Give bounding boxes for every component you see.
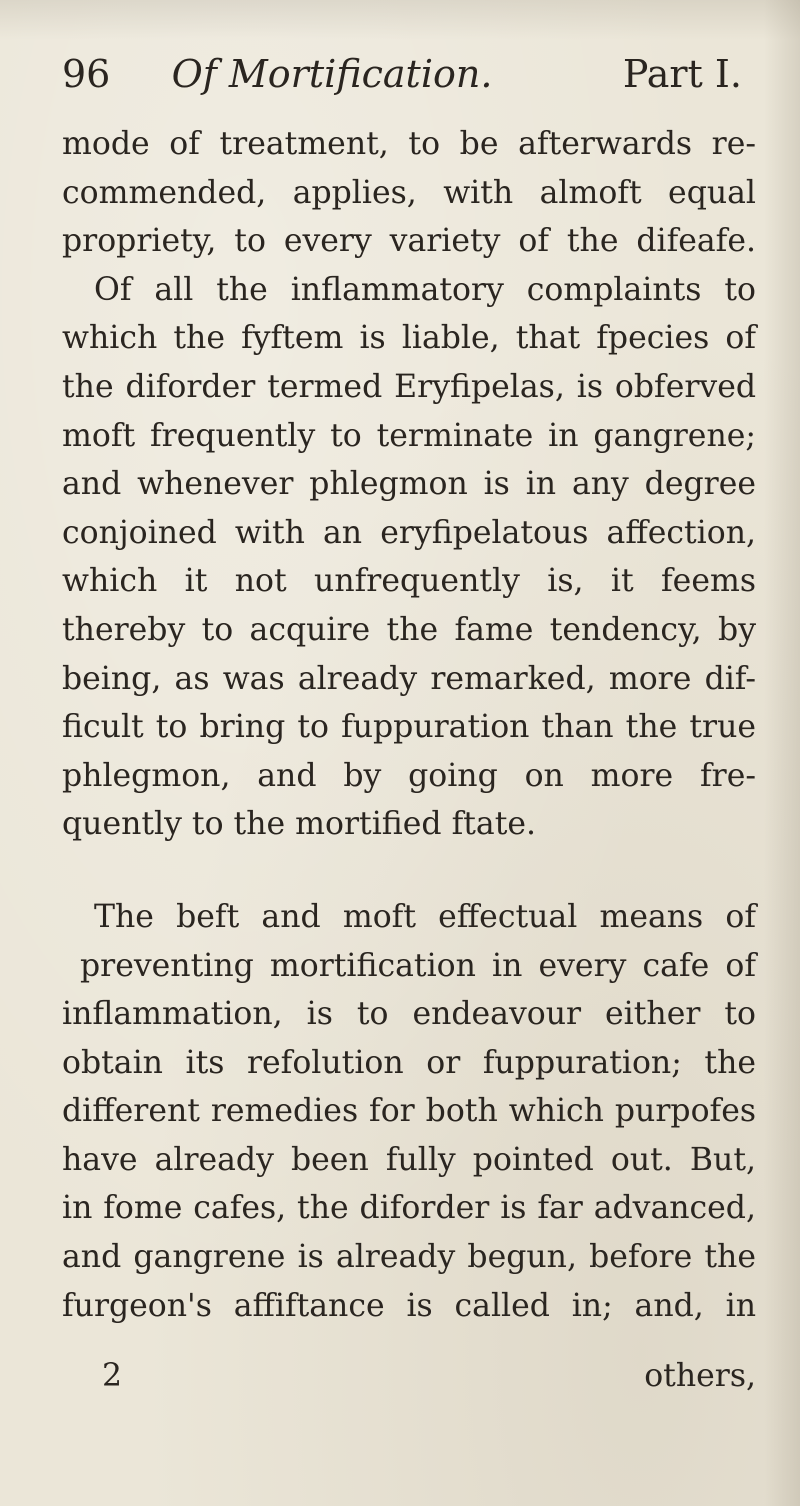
text-line: quently to the mortified ftate.	[62, 806, 537, 843]
page-number: 96	[62, 52, 111, 96]
paragraph-2	[62, 893, 756, 1330]
text-line: conjoined with an eryfipelatous affection,	[62, 514, 756, 551]
text-line: and gangrene is already begun, before the	[62, 1239, 756, 1276]
text-line: ficult to bring to fuppuration than the true	[62, 709, 756, 746]
paragraph-1	[62, 120, 756, 849]
text-line: Of all the inflammatory complaints to	[94, 271, 756, 308]
part-label: Part I.	[622, 52, 742, 96]
catchword: others,	[644, 1358, 756, 1394]
running-title: Of Mortification.	[171, 52, 493, 96]
text-line: which the fyftem is liable, that fpecies of	[62, 320, 756, 357]
text-line: and whenever phlegmon is in any degree	[62, 466, 756, 503]
paragraph-gap	[62, 849, 756, 893]
page-footer	[62, 1358, 756, 1408]
page-edge-shadow	[764, 0, 800, 1506]
text-line: moft frequently to terminate in gangrene;	[62, 417, 756, 454]
text-line: commended, applies, with almoft equal	[62, 174, 756, 211]
text-line: thereby to acquire the fame tendency, by	[62, 611, 756, 648]
signature-mark: 2	[102, 1358, 123, 1394]
page-top-shadow	[0, 0, 800, 40]
text-line: obtain its refolution or fuppuration; the	[62, 1044, 756, 1081]
text-line: being, as was already remarked, more dif-	[62, 660, 756, 697]
text-line: different remedies for both which purpofes	[62, 1093, 756, 1130]
text-line: in fome cafes, the diforder is far advanced,	[62, 1190, 756, 1227]
text-line: phlegmon, and by going on more fre-	[62, 757, 756, 794]
text-line: The beft and moft effectual means of	[94, 898, 756, 935]
text-line: mode of treatment, to be afterwards re-	[62, 126, 756, 162]
text-line: have already been fully pointed out. But,	[62, 1141, 756, 1178]
text-line: which it not unfrequently is, it feems	[62, 563, 756, 600]
text-line: preventing mortification in every cafe of	[80, 947, 756, 984]
text-line: furgeon's affiftance is called in; and, in	[62, 1287, 756, 1324]
page-header	[62, 52, 742, 102]
text-line: inflammation, is to endeavour either to	[62, 996, 756, 1033]
text-line: the diforder termed Eryfipelas, is obferved	[62, 368, 756, 405]
text-line: propriety, to every variety of the difeafe.	[62, 223, 756, 260]
body-text	[62, 120, 756, 1330]
